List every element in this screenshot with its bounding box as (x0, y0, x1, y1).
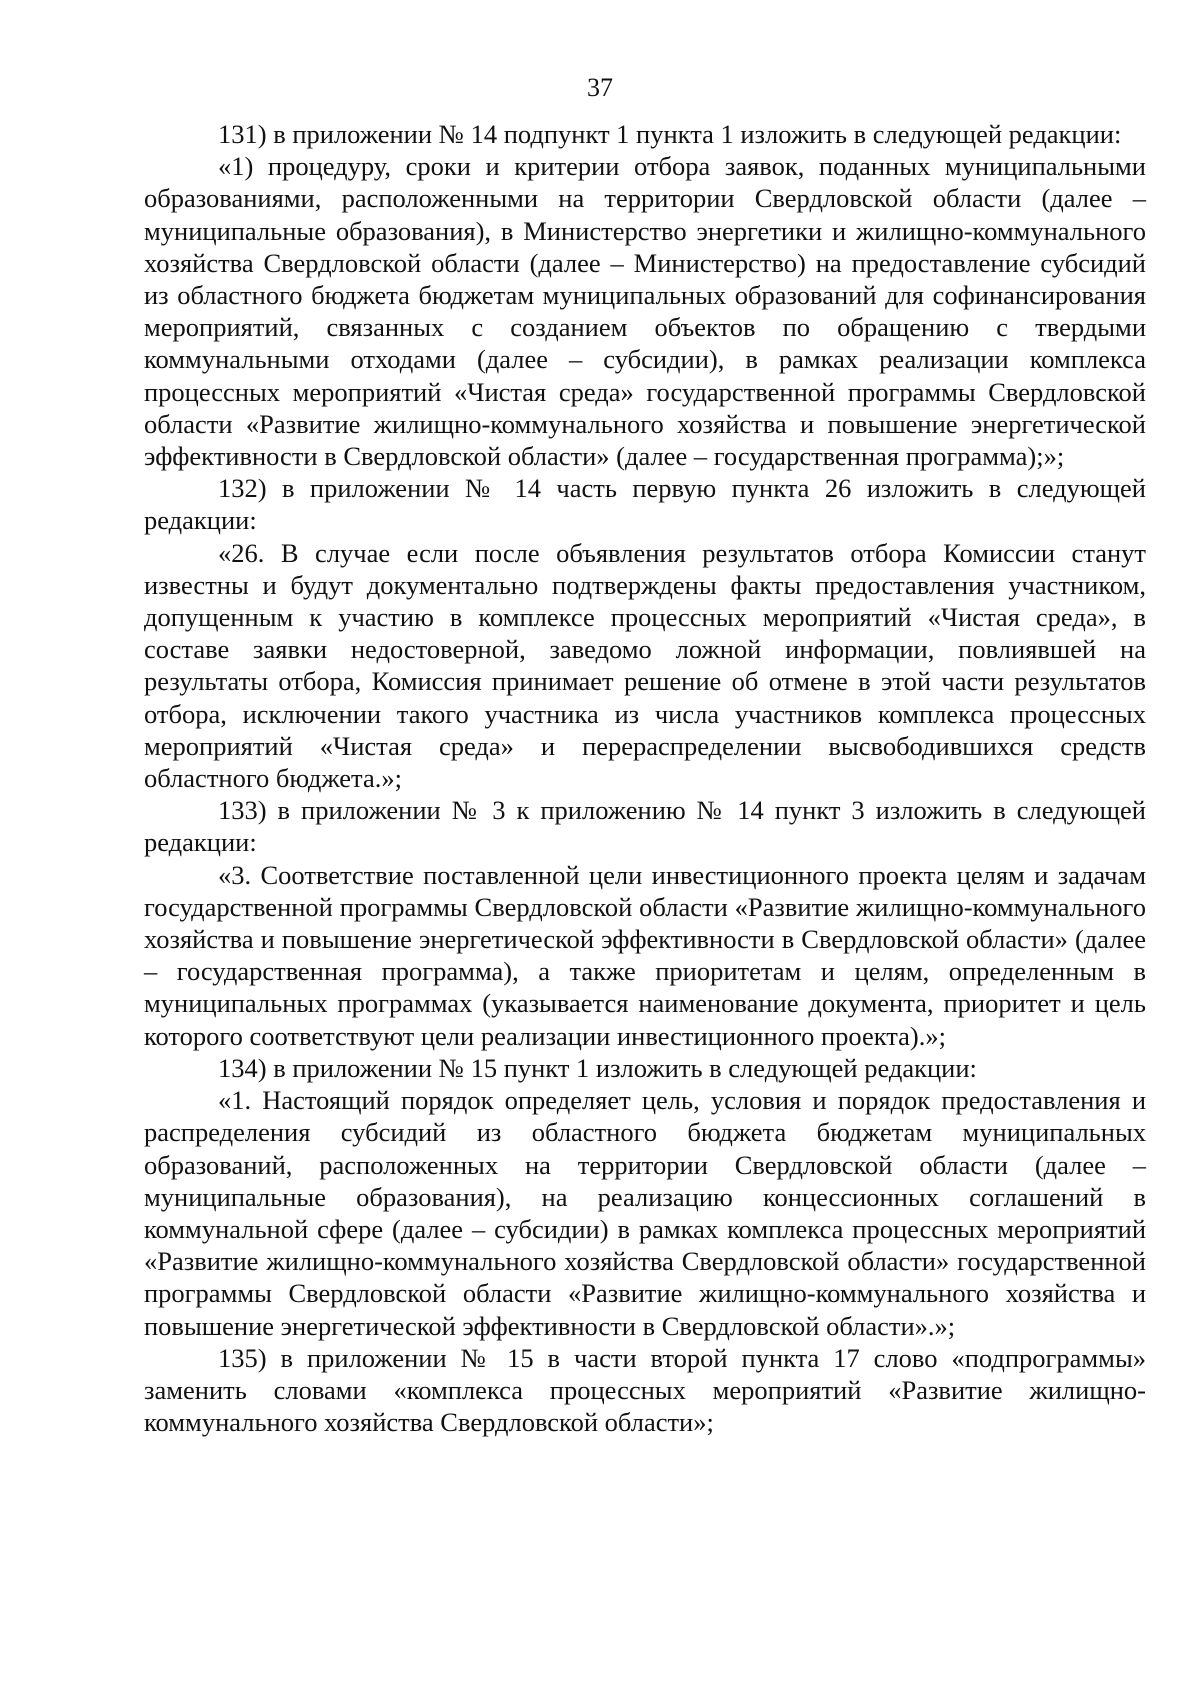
paragraph-item-135: 135) в приложении № 15 в части второй пункта 17 слово «подпрограммы» заменить словами «комплекса процессных мероприятий «Развитие жилищно-коммунального хозяйства Свердловской области»; (144, 1342, 1146, 1438)
paragraph-quote-item-134: «1. Настоящий порядок определяет цель, условия и порядок предоставления и распределения субсидий из областного бюджета бюджетам муниципальных образований, расположенных на территории Свердловской области (далее – муниципальные образования), на реализацию концессионных соглашений в коммунальной сфере (далее – субсидии) в рамках комплекса процессных мероприятий «Развитие жилищно-коммунального хозяйства Свердловской области» государственной программы Свердловской области «Развитие жилищно-коммунального хозяйства и повышение энергетической эффективности в Свердловской области».»; (144, 1085, 1146, 1341)
paragraph-item-133: 133) в приложении № 3 к приложению № 14 пункт 3 изложить в следующей редакции: (144, 795, 1146, 858)
document-body (144, 118, 1146, 1438)
paragraph-item-131: 131) в приложении № 14 подпункт 1 пункта 1 изложить в следующей редакции: (218, 119, 1122, 149)
page-number: 37 (587, 73, 613, 102)
paragraph-item-132: 132) в приложении № 14 часть первую пункта 26 изложить в следующей редакции: (144, 473, 1146, 536)
paragraph-item-134: 134) в приложении № 15 пункт 1 изложить в следующей редакции: (218, 1052, 977, 1083)
paragraph-quote-item-131: «1) процедуру, сроки и критерии отбора заявок, поданных муниципальными образованиями, расположенными на территории Свердловской области (далее – муниципальные образования), в Министерство энергетики и жилищно-коммунального хозяйства Свердловской области (далее – Министерство) на предоставление субсидий из областного бюджета бюджетам муниципальных образований для софинансирования мероприятий, связанных с созданием объектов по обращению с твердыми коммунальными отходами (далее – субсидии), в рамках реализации комплекса процессных мероприятий «Чистая среда» государственной программы Свердловской области «Развитие жилищно-коммунального хозяйства и повышение энергетической эффективности в Свердловской области» (далее – государственная программа);»; (144, 151, 1146, 472)
paragraph-quote-item-132: «26. В случае если после объявления результатов отбора Комиссии станут известны и будут документально подтверждены факты предоставления участником, допущенным к участию в комплексе процессных мероприятий «Чистая среда», в составе заявки недостоверной, заведомо ложной информации, повлиявшей на результаты отбора, Комиссия принимает решение об отмене в этой части результатов отбора, исключении такого участника из числа участников комплекса процессных мероприятий «Чистая среда» и перераспределении высвободившихся средств областного бюджета.»; (144, 537, 1146, 794)
paragraph-quote-item-133: «3. Соответствие поставленной цели инвестиционного проекта целям и задачам государственной программы Свердловской области «Развитие жилищно-коммунального хозяйства и повышение энергетической эффективности в Свердловской области» (далее – государственная программа), а также приоритетам и целям, определенным в муниципальных программах (указывается наименование документа, приоритет и цель которого соответствуют цели реализации инвестиционного проекта).»; (144, 859, 1146, 1051)
